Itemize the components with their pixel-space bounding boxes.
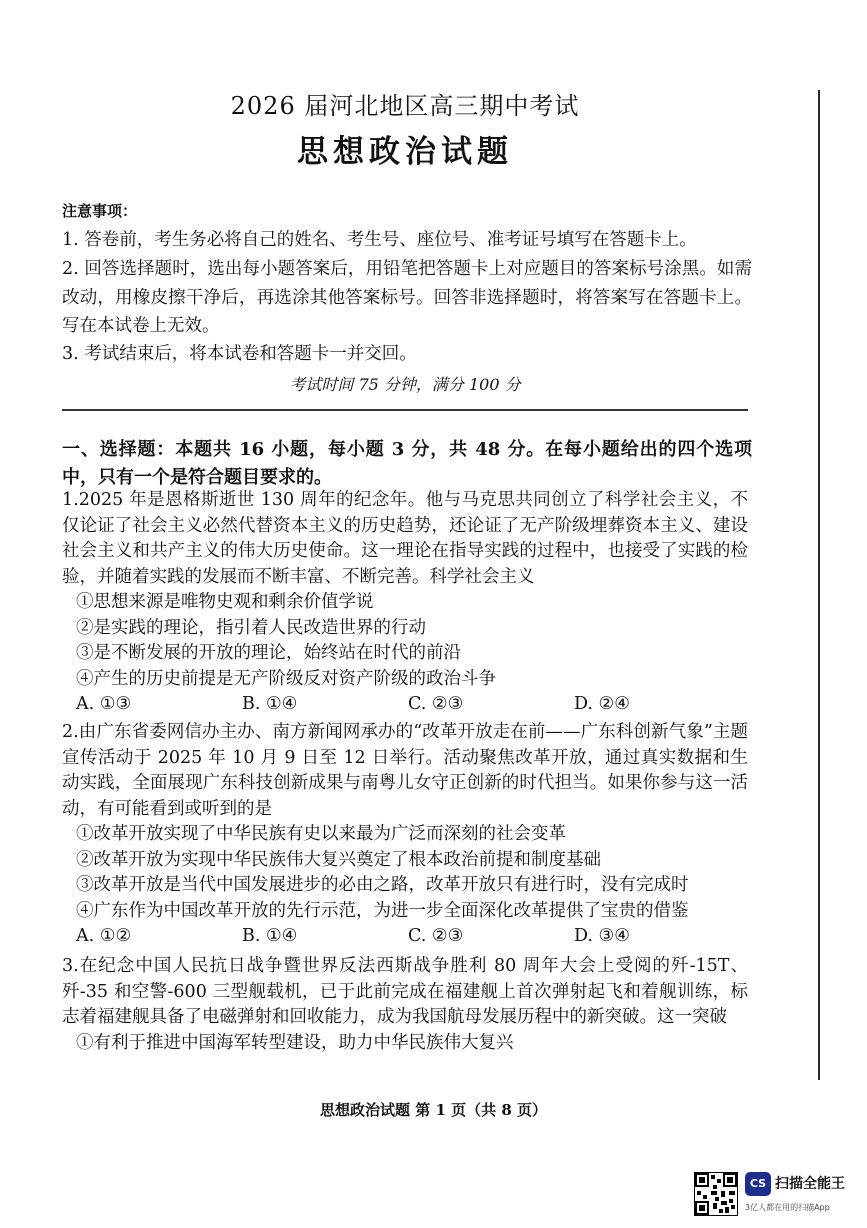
scanner-app-name: 扫描全能王 bbox=[775, 1176, 845, 1192]
question-number: 1. bbox=[62, 490, 79, 510]
question-stem-text: 2025 年是恩格斯逝世 130 周年的纪念年。他与马克思共同创立了科学社会主义，不仅论证了社会主义必然代替资本主义的历史趋势，还论证了无产阶级埋葬资本主义、建设社会主义和共产主义的伟大历史使命。这一理论在指导实践的过程中，也接受了实践的检验，并随着实践的发展而不断丰富、不断完善。科学社会主义 bbox=[62, 490, 748, 587]
question-2-option-4: ④广东作为中国改革开放的先行示范，为进一步全面深化改革提供了宝贵的借鉴 bbox=[76, 900, 689, 921]
question-number: 2. bbox=[62, 722, 79, 742]
question-2-option-1: ①改革开放实现了中华民族有史以来最为广泛而深刻的社会变革 bbox=[76, 824, 566, 844]
question-1-option-4: ④产生的历史前提是无产阶级反对资产阶级的政治斗争 bbox=[76, 668, 496, 689]
notice-heading: 注意事项： bbox=[62, 202, 138, 220]
divider-rule bbox=[62, 409, 748, 411]
qr-code-icon bbox=[694, 1172, 738, 1216]
question-3-option-1: ①有利于推进中国海军转型建设，助力中华民族伟大复兴 bbox=[76, 1032, 514, 1053]
choice-d: D. ③④ bbox=[574, 926, 630, 946]
question-2-stem bbox=[62, 720, 748, 822]
page-footer: 思想政治试题 第 1 页（共 8 页） bbox=[320, 1101, 547, 1119]
question-1 bbox=[62, 488, 748, 718]
exam-title: 2026 届河北地区高三期中考试 bbox=[230, 92, 580, 120]
question-2-choices bbox=[62, 924, 748, 950]
choice-b: B. ①④ bbox=[242, 926, 298, 946]
notice-item-2: 2. 回答选择题时，选出每小题答案后，用铅笔把答题卡上对应题目的答案标号涂黑。如需改动，用橡皮擦干净后，再选涂其他答案标号。回答非选择题时，将答案写在答题卡上。写在本试卷上无效。 bbox=[62, 259, 752, 336]
choice-c: C. ②③ bbox=[408, 694, 464, 714]
choice-c: C. ②③ bbox=[408, 926, 464, 946]
subject-title: 思想政治试题 bbox=[297, 134, 513, 170]
question-1-stem bbox=[62, 488, 748, 590]
question-1-choices bbox=[62, 692, 748, 718]
question-stem-text: 由广东省委网信办主办、南方新闻网承办的“改革开放走在前——广东科创新气象”主题宣传活动于 2025 年 10 月 9 日至 12 日举行。活动聚焦改革开放，通过真实数据和生动实践，全面展现广东科技创新成果与南粤儿女守正创新的时代担当。如果你参与这一活动，有可能看到或听到的是 bbox=[62, 722, 748, 819]
exam-time: 考试时间 75 分钟，满分 100 分 bbox=[289, 375, 521, 394]
question-2 bbox=[62, 720, 748, 950]
question-stem-text: 在纪念中国人民抗日战争暨世界反法西斯战争胜利 80 周年大会上受阅的歼-15T、歼-35 和空警-600 三型舰载机，已于此前完成在福建舰上首次弹射起飞和着舰训练，标志着福建舰具备了电磁弹射和回收能力，成为我国航母发展历程中的新突破。这一突破 bbox=[62, 956, 748, 1027]
question-2-option-3: ③改革开放是当代中国发展进步的必由之路，改革开放只有进行时，没有完成时 bbox=[76, 875, 689, 895]
choice-d: D. ②④ bbox=[574, 694, 630, 714]
choice-a: A. ①③ bbox=[76, 694, 132, 714]
scanner-app-slogan: 3亿人都在用的扫描App bbox=[745, 1203, 830, 1212]
question-1-option-3: ③是不断发展的开放的理论，始终站在时代的前沿 bbox=[76, 643, 461, 663]
question-3 bbox=[62, 954, 748, 1056]
choice-a: A. ①② bbox=[76, 926, 132, 946]
notice-item-1: 1. 答卷前，考生务必将自己的姓名、考生号、座位号、准考证号填写在答题卡上。 bbox=[62, 230, 697, 250]
question-1-option-2: ②是实践的理论，指引着人民改造世界的行动 bbox=[76, 617, 426, 638]
question-number: 3. bbox=[62, 956, 79, 976]
page-edge-line bbox=[818, 90, 820, 1080]
question-2-option-2: ②改革开放为实现中华民族伟大复兴奠定了根本政治前提和制度基础 bbox=[76, 849, 601, 870]
choice-b: B. ①④ bbox=[242, 694, 298, 714]
question-3-stem bbox=[62, 954, 748, 1031]
question-1-option-1: ①思想来源是唯物史观和剩余价值学说 bbox=[76, 592, 374, 612]
notice-item-3: 3. 考试结束后，将本试卷和答题卡一并交回。 bbox=[62, 344, 417, 364]
section-heading: 一、选择题：本题共 16 小题，每小题 3 分，共 48 分。在每小题给出的四个选项中，只有一个是符合题目要求的。 bbox=[62, 439, 752, 488]
camscanner-logo-icon: CS bbox=[745, 1172, 771, 1196]
